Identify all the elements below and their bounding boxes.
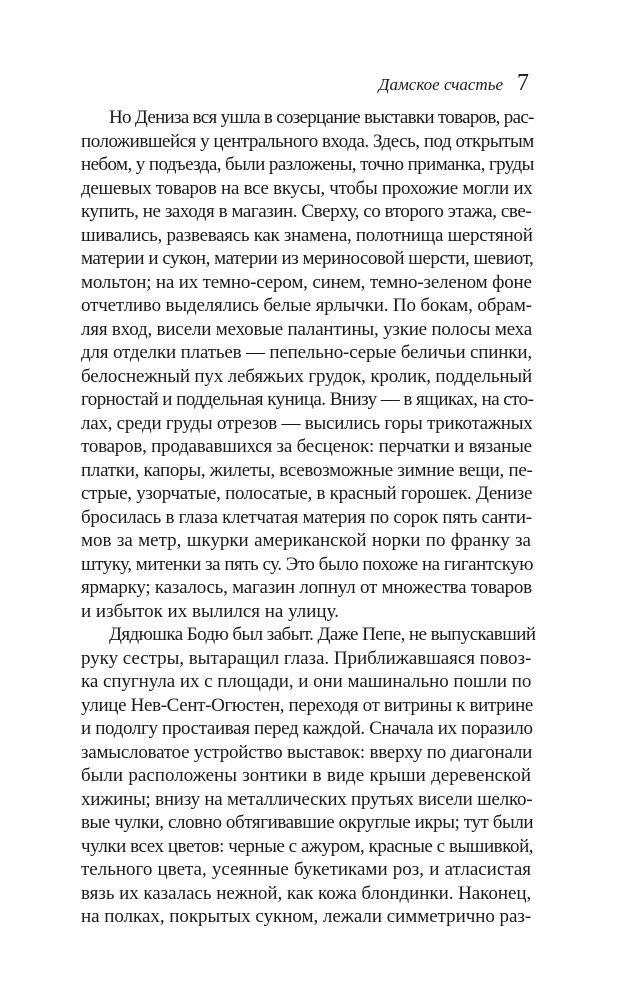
text-line: отчетливо выделялись белые ярлычки. По бокам, обрам- <box>81 295 532 316</box>
text-line: лах, среди груды отрезов — высились горы трикотажных <box>81 412 533 434</box>
text-line: тельного цвета, усеянные букетиками роз, и атласистая <box>81 859 531 880</box>
text-line: чулки всех цветов: черные с ажуром, красные с вышивкой, <box>81 835 534 857</box>
text-line: платки, капоры, жилеты, всевозможные зимние вещи, пе- <box>81 459 533 481</box>
text-line: Но Дениза вся ушла в созерцание выставки товаров, рас- <box>109 107 534 128</box>
text-line: вые чулки, словно обтягивавшие округлые икры; тут были <box>81 812 534 833</box>
text-line: шивались, развеваясь как знамена, полотнища шерстяной <box>81 224 533 246</box>
text-line: ка спугнула их с площади, и они машинально пошли по <box>81 671 532 692</box>
running-title: Дамское счастье <box>378 75 503 94</box>
text-line: горностай и поддельная куница. Внизу — в ящиках, на сто- <box>81 389 534 410</box>
text-line: замысловатое устройство выставок: вверху по диагонали <box>81 741 533 763</box>
text-line: ярмарку; казалось, магазин лопнул от множества товаров <box>81 577 532 598</box>
text-line: Дядюшка Бодю был забыт. Даже Пепе, не выпускавший <box>109 624 536 645</box>
text-line: улице Нев-Сент-Огюстен, переходя от витрины к витрине <box>81 694 533 716</box>
running-head <box>379 70 529 97</box>
text-line: и избыток их вылился на улицу. <box>81 600 339 622</box>
text-line: и подолгу простаивая перед каждой. Сначала их поразило <box>81 718 533 739</box>
text-line: материи и сукон, материи из мериносовой шерсти, шевиот, <box>81 248 534 269</box>
text-line: бросилась в глаза клетчатая материя по сорок пять санти- <box>81 506 532 528</box>
text-line: мольтон; на их темно-сером, синем, темно-зеленом фоне <box>81 271 532 293</box>
text-line: для отделки платьев — пепельно-серые беличьи спинки, <box>81 342 532 363</box>
text-line: белоснежный пух лебяжьих грудок, кролик, поддельный <box>81 365 532 387</box>
text-line: дешевых товаров на все вкусы, чтобы прохожие могли их <box>81 177 533 199</box>
text-line: товаров, продававшихся за бесценок: перчатки и вязаные <box>81 436 532 457</box>
text-line: мов за метр, шкурки американской норки по франку за <box>81 530 531 551</box>
text-line: стрые, узорчатые, полосатые, в красный горошек. Денизе <box>81 483 533 504</box>
text-line: хижины; внизу на металлических прутьях висели шелко- <box>81 788 533 810</box>
text-line: небом, у подъезда, были разложены, точно приманка, груды <box>81 154 534 175</box>
text-line: ляя вход, висели меховые палантины, узкие полосы меха <box>81 318 532 340</box>
text-line: положившейся у центрального входа. Здесь, под открытым <box>81 130 534 152</box>
text-line: руку сестры, вытаращил глаза. Приближавшаяся повоз- <box>81 647 532 669</box>
text-line: были расположены зонтики в виде крыши деревенской <box>81 765 531 786</box>
text-line: на полках, покрытых сукном, лежали симметрично раз- <box>81 906 532 927</box>
page-number: 7 <box>517 70 529 96</box>
text-line: вязь их казалась нежной, как кожа блондинки. Наконец, <box>81 882 532 904</box>
text-line: купить, не заходя в магазин. Сверху, со второго этажа, све- <box>81 201 532 222</box>
body-text <box>81 106 536 929</box>
text-line: штуку, митенки за пять су. Это было похоже на гигантскую <box>81 553 533 575</box>
